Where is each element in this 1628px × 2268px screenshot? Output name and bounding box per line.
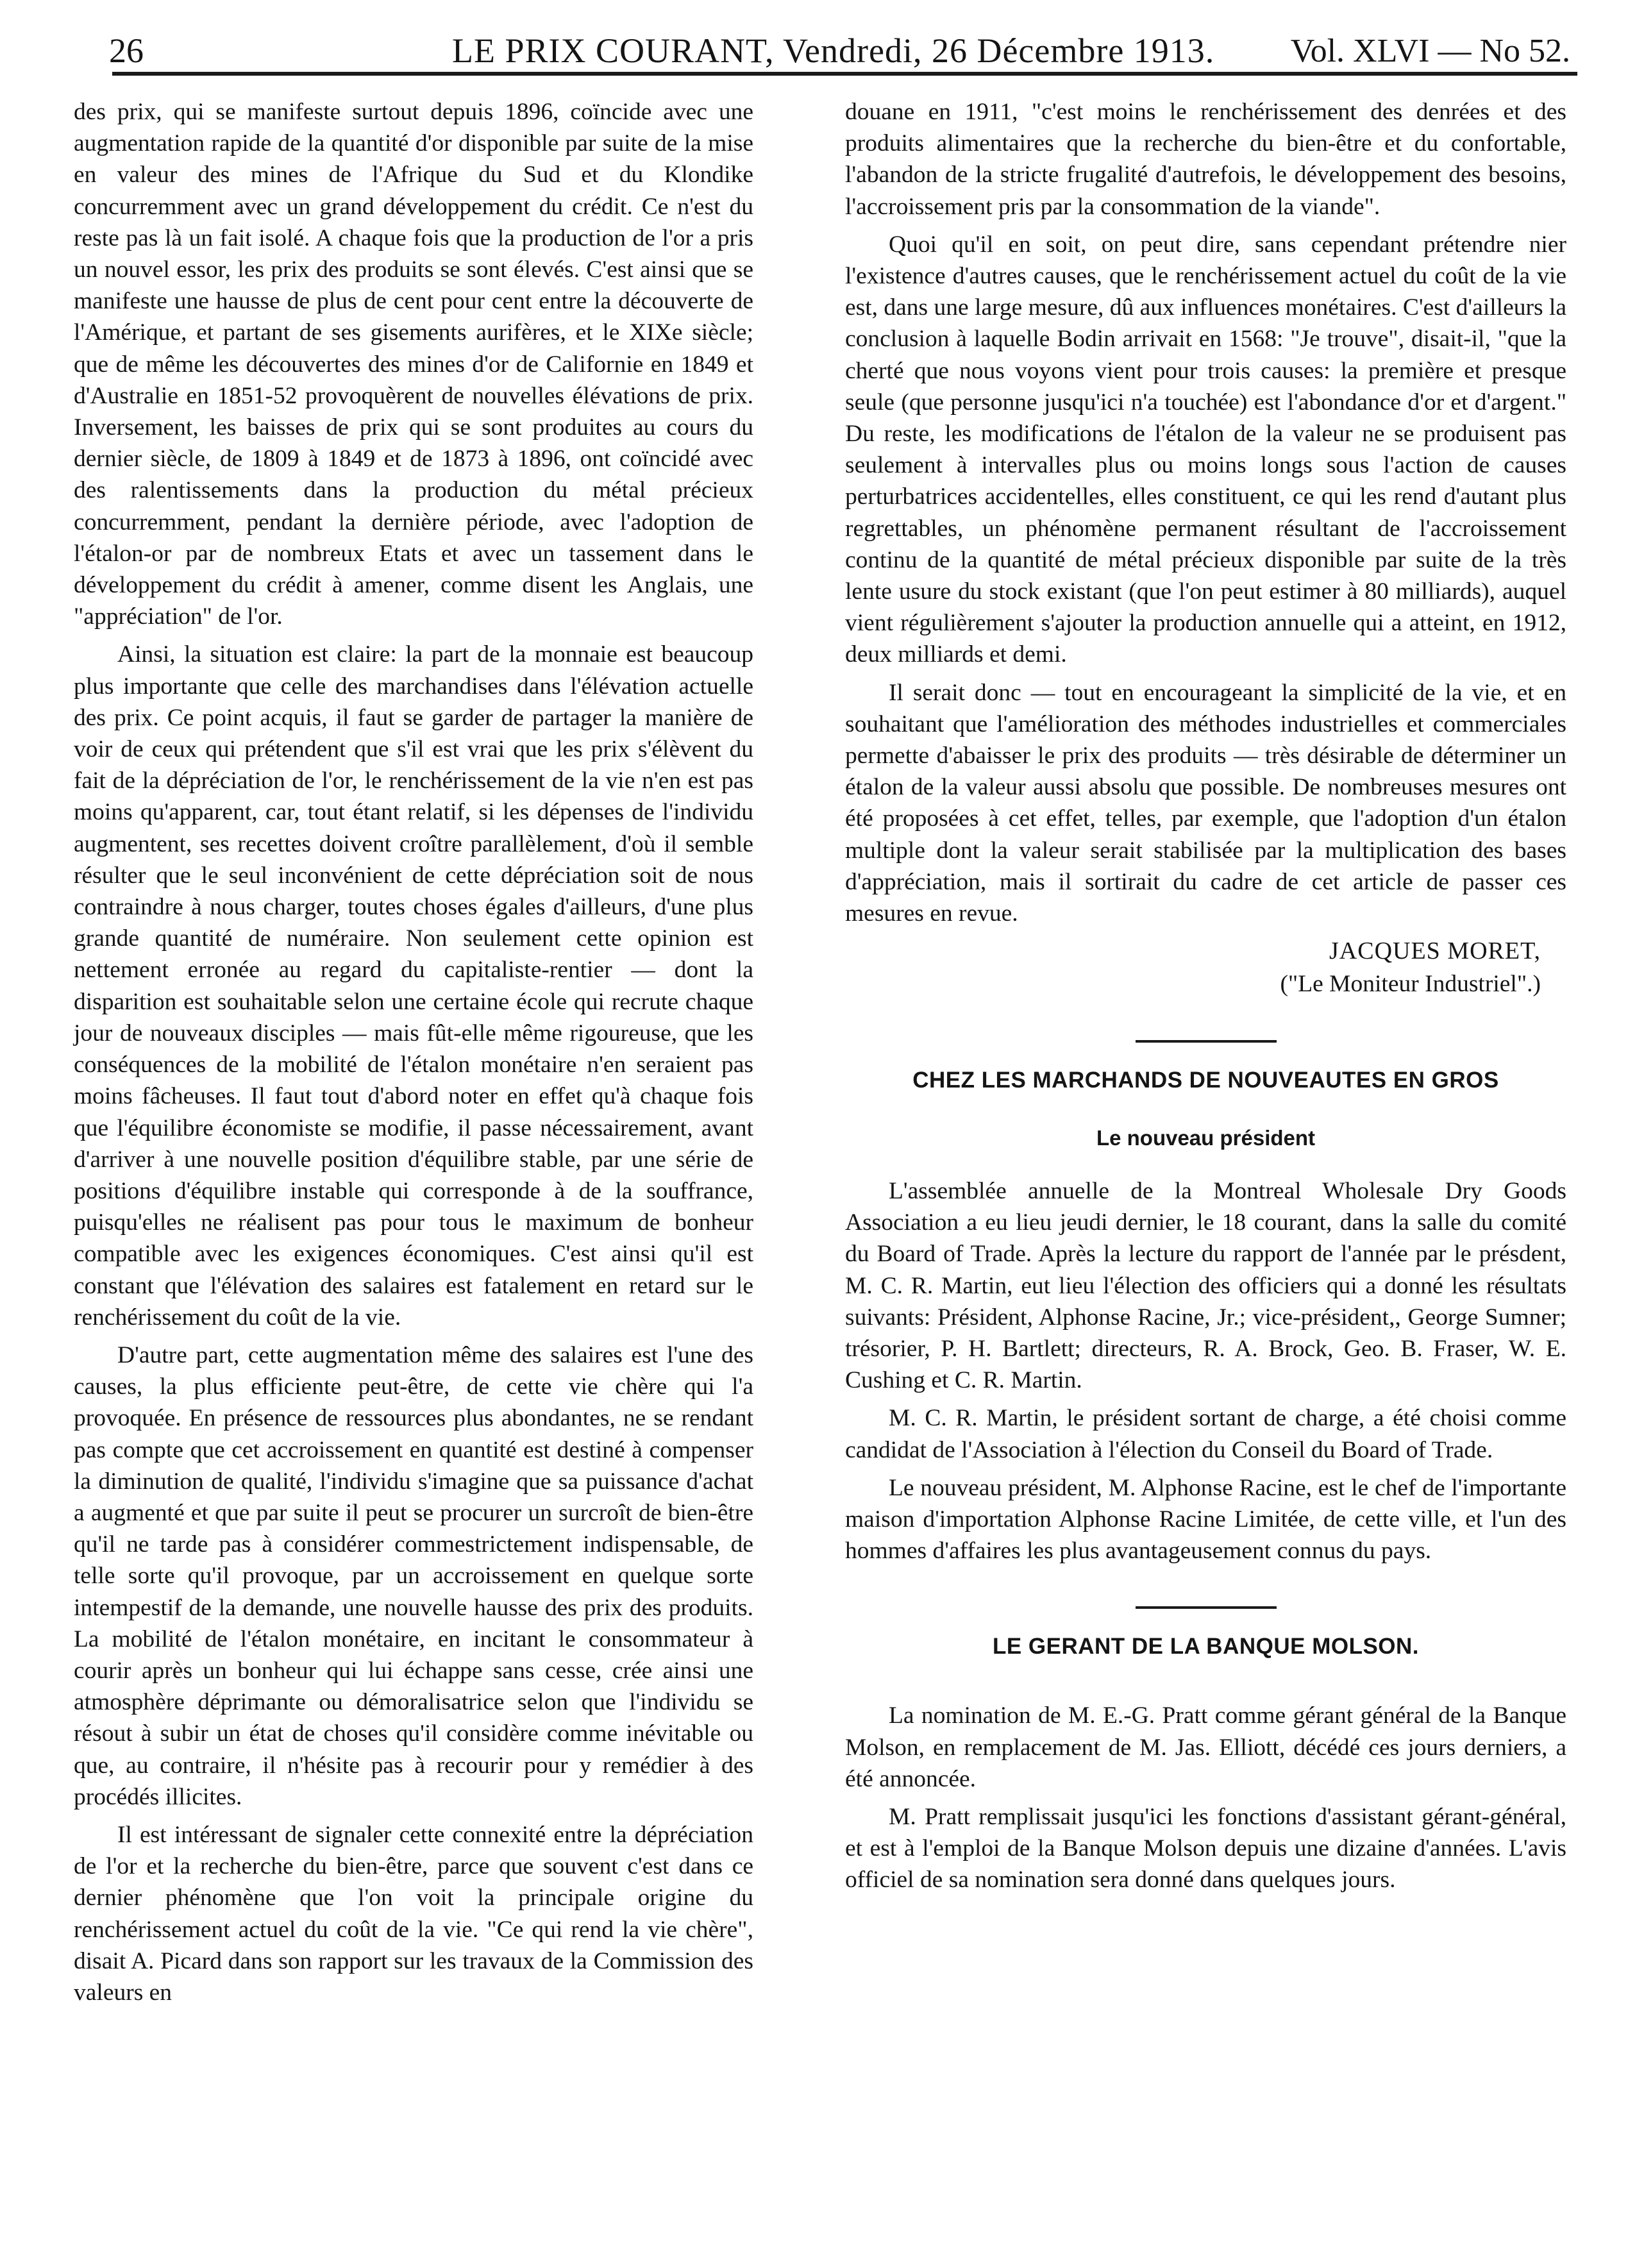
page-header	[103, 26, 1590, 77]
article-paragraph: Il est intéressant de signaler cette connexité entre la dépréciation de l'or et la recherche du bien-être, parce que souvent c'est dans ce dernier phénomène que l'on voit la principale origine du renchérissement actuel du coût de la vie. "Ce qui rend la vie chère", disait A. Picard dans son rapport sur les travaux de la Commission des valeurs en	[74, 1821, 753, 2006]
source-citation: ("Le Moniteur Industriel".)	[1280, 971, 1541, 998]
section-subtitle: Le nouveau président	[1096, 1125, 1316, 1150]
news-paragraph: M. Pratt remplissait jusqu'ici les fonctions d'assistant gérant-général, et est à l'emploi de la Banque Molson depuis une dizaine d'années. L'avis officiel de sa nomination sera donné dans quelques jours.	[845, 1803, 1566, 1894]
section-divider	[1136, 1040, 1277, 1043]
right-column	[845, 96, 1566, 1896]
news-paragraph: Le nouveau président, M. Alphonse Racine, est le chef de l'importante maison d'importation Alphonse Racine Limitée, de cette ville, et l'un des hommes d'affaires les plus avantageusement connus du pays.	[845, 1474, 1566, 1565]
left-column	[74, 96, 753, 2008]
signature-block	[845, 936, 1566, 1000]
page-number: 26	[109, 31, 144, 70]
news-paragraph: M. C. R. Martin, le président sortant de charge, a été choisi comme candidat de l'Association à l'élection du Conseil du Board of Trade.	[845, 1405, 1566, 1463]
article-paragraph: D'autre part, cette augmentation même des salaires est l'une des causes, la plus efficiente peut-être, de cette vie chère qui l'a provoquée. En présence de ressources plus abondantes, ne se rendant pas compte que cet accroissement en quantité est destiné à compenser la diminution de qualité, l'individu s'imagine que sa puissance d'achat a augmenté et que par suite il peut se procurer un surcroît de bien-être qu'il ne tarde pas à considérer commestrictement indispensable, de telle sorte qu'il provoque, par un accroissement en quelque sorte intempestif de la demande, une nouvelle hausse des prix des produits. La mobilité de l'étalon monétaire, en incitant le consommateur à courir après un bonheur qui lui échappe sans cesse, crée ainsi une atmosphère déprimante ou démoralisatrice selon que l'individu se résout à subir un état de choses qu'il considère comme inévitable ou que, au contraire, il n'hésite pas à recourir pour y remédier à des procédés illicites.	[74, 1341, 753, 1810]
section-title: CHEZ LES MARCHANDS DE NOUVEAUTES EN GROS	[912, 1067, 1499, 1093]
article-paragraph: des prix, qui se manifeste surtout depuis 1896, coïncide avec une augmentation rapide de la quantité d'or disponible par suite de la mise en valeur des mines de l'Afrique du Sud et du Klondike concurremment avec un grand développement du crédit. Ce n'est du reste pas là un fait isolé. A chaque fois que la production de l'or a pris un nouvel essor, les prix des produits se sont élevés. C'est ainsi que se manifeste une hausse de plus de cent pour cent entre la découverte de l'Amérique, et partant de ses gisements aurifères, et le XIXe siècle; que de même les découvertes des mines d'or de Californie en 1849 et d'Australie en 1851-52 provoquèrent de nouvelles élévations de prix. Inversement, les baisses de prix qui se sont produites au cours du dernier siècle, de 1809 à 1849 et de 1873 à 1896, ont coïncidé avec des ralentissements dans la production du métal précieux concurremment, pendant la dernière période, avec l'adoption de l'étalon-or par de nombreux Etats et avec un tassement dans le développement du crédit à amener, comme disent les Anglais, une "appréciation" de l'or.	[74, 99, 753, 630]
section-divider	[1136, 1606, 1277, 1609]
article-paragraph: Ainsi, la situation est claire: la part de la monnaie est beaucoup plus importante que celle des marchandises dans l'élévation actuelle des prix. Ce point acquis, il faut se garder de partager la manière de voir de ceux qui prétendent que s'il est vrai que les prix s'élèvent du fait de la dépréciation de l'or, le renchérissement de la vie n'en est pas moins qu'apparent, car, tout étant relatif, si les dépenses de l'individu augmentent, ses recettes doivent croître parallèlement, d'où il semble résulter que le seul inconvénient de cette dépréciation soit de nous contraindre à nous charger, toutes choses égales d'ailleurs, d'une plus grande quantité de numéraire. Non seulement cette opinion est nettement erronée au regard du capitaliste-rentier — dont la disparition est souhaitable selon une certaine école qui recrute chaque jour de nouveaux disciples — mais fût-elle même rigoureuse, que les conséquences de la mobilité de l'étalon monétaire n'en seraient pas moins fâcheuses. Il faut tout d'abord noter en effet qu'à chaque fois que l'équilibre économiste se modifie, il passe nécessairement, avant d'arriver à une nouvelle position d'équilibre stable, par une série de positions d'équilibre instable qui corresponde à de la souffrance, puisqu'elles ne réalisent pas pour tous le maximum de bonheur compatible avec les exigences économiques. C'est ainsi qu'il est constant que l'élévation des salaires est fatalement en retard sur le renchérissement du coût de la vie.	[74, 641, 753, 1331]
masthead: LE PRIX COURANT, Vendredi, 26 Décembre 1913.	[452, 31, 1215, 70]
article-paragraph: Quoi qu'il en soit, on peut dire, sans cependant prétendre nier l'existence d'autres causes, que le renchérissement actuel du coût de la vie est, dans une large mesure, dû aux influences monétaires. C'est d'ailleurs la conclusion à laquelle Bodin arrivait en 1568: "Je trouve", disait-il, "que la cherté que nous voyons vient pour trois causes: la première et presque seule (que personne jusqu'ici n'a touchée) est l'abondance d'or et d'argent." Du reste, les modifications de l'étalon de la valeur ne se produisent pas seulement à intervalles plus ou moins longs sous l'action de causes perturbatrices accidentelles, elles constituent, ce qui les rend d'autant plus regrettables, un phénomène permanent résultant de l'accroissement continu de la quantité de métal précieux disponible par suite de la très lente usure du stock existant (que l'on peut estimer à 80 milliards), auquel vient régulièrement s'ajouter la production annuelle qui a atteint, en 1912, deux milliards et demi.	[845, 231, 1566, 668]
section-title: LE GERANT DE LA BANQUE MOLSON.	[992, 1634, 1420, 1659]
news-paragraph: L'assemblée annuelle de la Montreal Wholesale Dry Goods Association a eu lieu jeudi dernier, le 18 courant, dans la salle du comité du Board of Trade. Après la lecture du rapport de l'année par le présdent, M. C. R. Martin, eut lieu l'élection des officiers qui a donné les résultats suivants: Président, Alphonse Racine, Jr.; vice-président,, George Sumner; trésorier, P. H. Bartlett; directeurs, R. A. Brock, Geo. B. Fraser, W. E. Cushing et C. R. Martin.	[845, 1177, 1566, 1394]
news-paragraph: La nomination de M. E.-G. Pratt comme gérant général de la Banque Molson, en remplacement de M. Jas. Elliott, décédé ces jours derniers, a été annoncée.	[845, 1702, 1566, 1792]
article-paragraph: douane en 1911, "c'est moins le renchérissement des denrées et des produits alimentaires que la recherche du bien-être et du confortable, l'abandon de la stricte frugalité d'autrefois, le développement des besoins, l'accroissement pris par la consommation de la viande".	[845, 99, 1566, 220]
header-rule	[112, 72, 1577, 76]
volume-number: Vol. XLVI — No 52.	[1290, 33, 1570, 69]
author-name: JACQUES MORET,	[1329, 937, 1541, 965]
article-paragraph: Il serait donc — tout en encourageant la simplicité de la vie, et en souhaitant que l'amélioration des méthodes industrielles et commerciales permette d'abaisser le prix des produits — très désirable de déterminer un étalon de la valeur aussi absolu que possible. De nombreuses mesures ont été proposées à cet effet, telles, par exemple, que l'adoption d'un étalon multiple dont la valeur serait stabilisée par la multiplication des bases d'appréciation, mais il sortirait du cadre de cet article de passer ces mesures en revue.	[845, 679, 1566, 927]
